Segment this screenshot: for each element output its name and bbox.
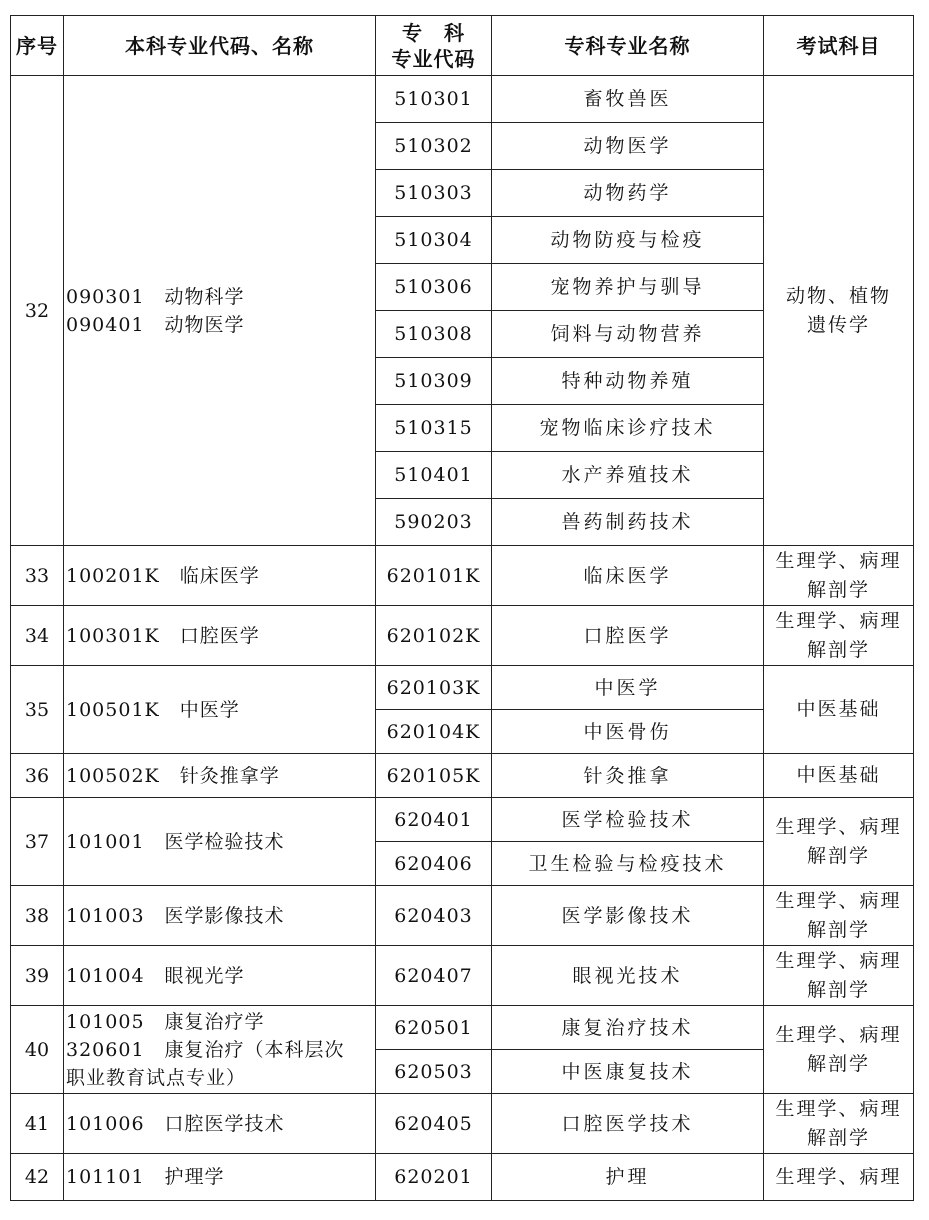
subject-line: 中医基础 xyxy=(796,698,881,720)
subject-line: 中医基础 xyxy=(796,764,881,786)
subject-line: 生理学、病理 xyxy=(775,889,902,912)
bachelor-line: 090401 动物医学 xyxy=(66,313,245,336)
table-row xyxy=(11,1006,914,1050)
college-code-cell: 620503 xyxy=(376,1050,492,1094)
subject-cell xyxy=(764,546,914,606)
college-name-cell: 临床医学 xyxy=(492,546,764,606)
subject-line: 动物、植物 xyxy=(785,284,891,307)
subject-cell xyxy=(764,946,914,1006)
bachelor-cell xyxy=(64,1154,376,1201)
bachelor-line: 101101 护理学 xyxy=(66,1166,225,1188)
college-name-cell: 医学检验技术 xyxy=(492,798,764,842)
college-code-cell: 620401 xyxy=(376,798,492,842)
bachelor-cell xyxy=(64,798,376,886)
college-name-cell: 畜牧兽医 xyxy=(492,76,764,123)
subject-line: 解剖学 xyxy=(806,918,870,941)
college-code-cell: 510303 xyxy=(376,170,492,217)
seq-cell: 41 xyxy=(11,1094,64,1154)
header-college-code-line2: 专业代码 xyxy=(391,46,476,71)
college-name-cell: 卫生检验与检疫技术 xyxy=(492,842,764,886)
college-code-cell: 620102K xyxy=(376,606,492,666)
bachelor-line: 101006 口腔医学技术 xyxy=(66,1112,285,1135)
college-name-cell: 动物药学 xyxy=(492,170,764,217)
college-code-cell: 510304 xyxy=(376,217,492,264)
subject-cell xyxy=(764,606,914,666)
subject-line: 生理学、病理 xyxy=(775,549,902,572)
table-row xyxy=(11,886,914,946)
college-code-cell: 620201 xyxy=(376,1154,492,1201)
bachelor-cell xyxy=(64,76,376,546)
college-name-cell: 宠物养护与驯导 xyxy=(492,264,764,311)
bachelor-cell xyxy=(64,606,376,666)
subject-line: 解剖学 xyxy=(806,1126,870,1149)
bachelor-line: 101005 康复治疗学 xyxy=(66,1010,265,1033)
header-college-name: 专科专业名称 xyxy=(492,16,764,76)
college-name-cell: 兽药制药技术 xyxy=(492,499,764,546)
college-name-cell: 特种动物养殖 xyxy=(492,358,764,405)
subject-cell xyxy=(764,76,914,546)
college-name-cell: 饲料与动物营养 xyxy=(492,311,764,358)
bachelor-line: 职业教育试点专业） xyxy=(66,1066,247,1089)
college-code-cell: 620105K xyxy=(376,754,492,798)
table-row xyxy=(11,754,914,798)
subject-line: 解剖学 xyxy=(806,578,870,601)
table-row xyxy=(11,798,914,842)
bachelor-line: 101004 眼视光学 xyxy=(66,964,245,987)
bachelor-line: 100501K 中医学 xyxy=(66,698,240,721)
college-code-cell: 620407 xyxy=(376,946,492,1006)
bachelor-line: 101001 医学检验技术 xyxy=(66,830,285,853)
bachelor-cell xyxy=(64,946,376,1006)
seq-cell: 34 xyxy=(11,606,64,666)
seq-cell: 37 xyxy=(11,798,64,886)
seq-cell: 36 xyxy=(11,754,64,798)
bachelor-line: 090301 动物科学 xyxy=(66,285,245,308)
subject-line: 遗传学 xyxy=(806,313,870,336)
college-code-cell: 620101K xyxy=(376,546,492,606)
bachelor-cell xyxy=(64,1006,376,1094)
major-mapping-table xyxy=(10,15,914,1201)
seq-cell: 35 xyxy=(11,666,64,754)
college-name-cell: 口腔医学技术 xyxy=(492,1094,764,1154)
seq-cell: 42 xyxy=(11,1154,64,1201)
seq-cell: 39 xyxy=(11,946,64,1006)
college-name-cell: 针灸推拿 xyxy=(492,754,764,798)
subject-line: 解剖学 xyxy=(806,978,870,1001)
header-seq: 序号 xyxy=(11,16,64,76)
bachelor-line: 320601 康复治疗（本科层次 xyxy=(66,1038,345,1061)
subject-cell xyxy=(764,754,914,798)
bachelor-cell xyxy=(64,754,376,798)
bachelor-line: 100301K 口腔医学 xyxy=(66,624,260,647)
subject-cell xyxy=(764,1154,914,1201)
college-code-cell: 620403 xyxy=(376,886,492,946)
bachelor-cell xyxy=(64,666,376,754)
header-subject: 考试科目 xyxy=(764,16,914,76)
college-name-cell: 中医骨伤 xyxy=(492,710,764,754)
seq-cell: 32 xyxy=(11,76,64,546)
table-row xyxy=(11,1094,914,1154)
subject-line: 解剖学 xyxy=(806,638,870,661)
table-row xyxy=(11,1154,914,1201)
table-row xyxy=(11,76,914,123)
header-bachelor: 本科专业代码、名称 xyxy=(64,16,376,76)
seq-cell: 38 xyxy=(11,886,64,946)
bachelor-line: 100502K 针灸推拿学 xyxy=(66,764,280,787)
subject-cell xyxy=(764,886,914,946)
college-name-cell: 医学影像技术 xyxy=(492,886,764,946)
college-code-cell: 620501 xyxy=(376,1006,492,1050)
header-college-code-line1: 专 科 xyxy=(402,20,465,45)
college-name-cell: 护理 xyxy=(492,1154,764,1201)
college-code-cell: 590203 xyxy=(376,499,492,546)
subject-line: 解剖学 xyxy=(806,844,870,867)
subject-line: 生理学、病理 xyxy=(775,1165,902,1188)
college-name-cell: 眼视光技术 xyxy=(492,946,764,1006)
subject-cell xyxy=(764,1094,914,1154)
college-code-cell: 510302 xyxy=(376,123,492,170)
bachelor-cell xyxy=(64,1094,376,1154)
subject-cell xyxy=(764,798,914,886)
college-code-cell: 510309 xyxy=(376,358,492,405)
table-row xyxy=(11,606,914,666)
college-code-cell: 510308 xyxy=(376,311,492,358)
subject-line: 生理学、病理 xyxy=(775,815,902,838)
college-name-cell: 动物医学 xyxy=(492,123,764,170)
college-code-cell: 510315 xyxy=(376,405,492,452)
college-code-cell: 620103K xyxy=(376,666,492,710)
college-name-cell: 水产养殖技术 xyxy=(492,452,764,499)
college-name-cell: 中医学 xyxy=(492,666,764,710)
subject-line: 解剖学 xyxy=(806,1052,870,1075)
bachelor-cell xyxy=(64,546,376,606)
subject-cell xyxy=(764,666,914,754)
college-code-cell: 510306 xyxy=(376,264,492,311)
table-row xyxy=(11,666,914,710)
college-code-cell: 510301 xyxy=(376,76,492,123)
college-name-cell: 动物防疫与检疫 xyxy=(492,217,764,264)
college-code-cell: 620104K xyxy=(376,710,492,754)
bachelor-line: 101003 医学影像技术 xyxy=(66,904,285,927)
subject-line: 生理学、病理 xyxy=(775,1023,902,1046)
subject-cell xyxy=(764,1006,914,1094)
header-row xyxy=(11,16,914,76)
table-row xyxy=(11,546,914,606)
college-name-cell: 口腔医学 xyxy=(492,606,764,666)
college-code-cell: 510401 xyxy=(376,452,492,499)
college-code-cell: 620405 xyxy=(376,1094,492,1154)
college-name-cell: 中医康复技术 xyxy=(492,1050,764,1094)
bachelor-cell xyxy=(64,886,376,946)
subject-line: 生理学、病理 xyxy=(775,1097,902,1120)
table-body xyxy=(11,76,914,1201)
seq-cell: 40 xyxy=(11,1006,64,1094)
college-code-cell: 620406 xyxy=(376,842,492,886)
college-name-cell: 宠物临床诊疗技术 xyxy=(492,405,764,452)
subject-line: 生理学、病理 xyxy=(775,949,902,972)
bachelor-line: 100201K 临床医学 xyxy=(66,564,260,587)
subject-line: 生理学、病理 xyxy=(775,609,902,632)
table-row xyxy=(11,946,914,1006)
seq-cell: 33 xyxy=(11,546,64,606)
header-college-code xyxy=(376,16,492,76)
college-name-cell: 康复治疗技术 xyxy=(492,1006,764,1050)
